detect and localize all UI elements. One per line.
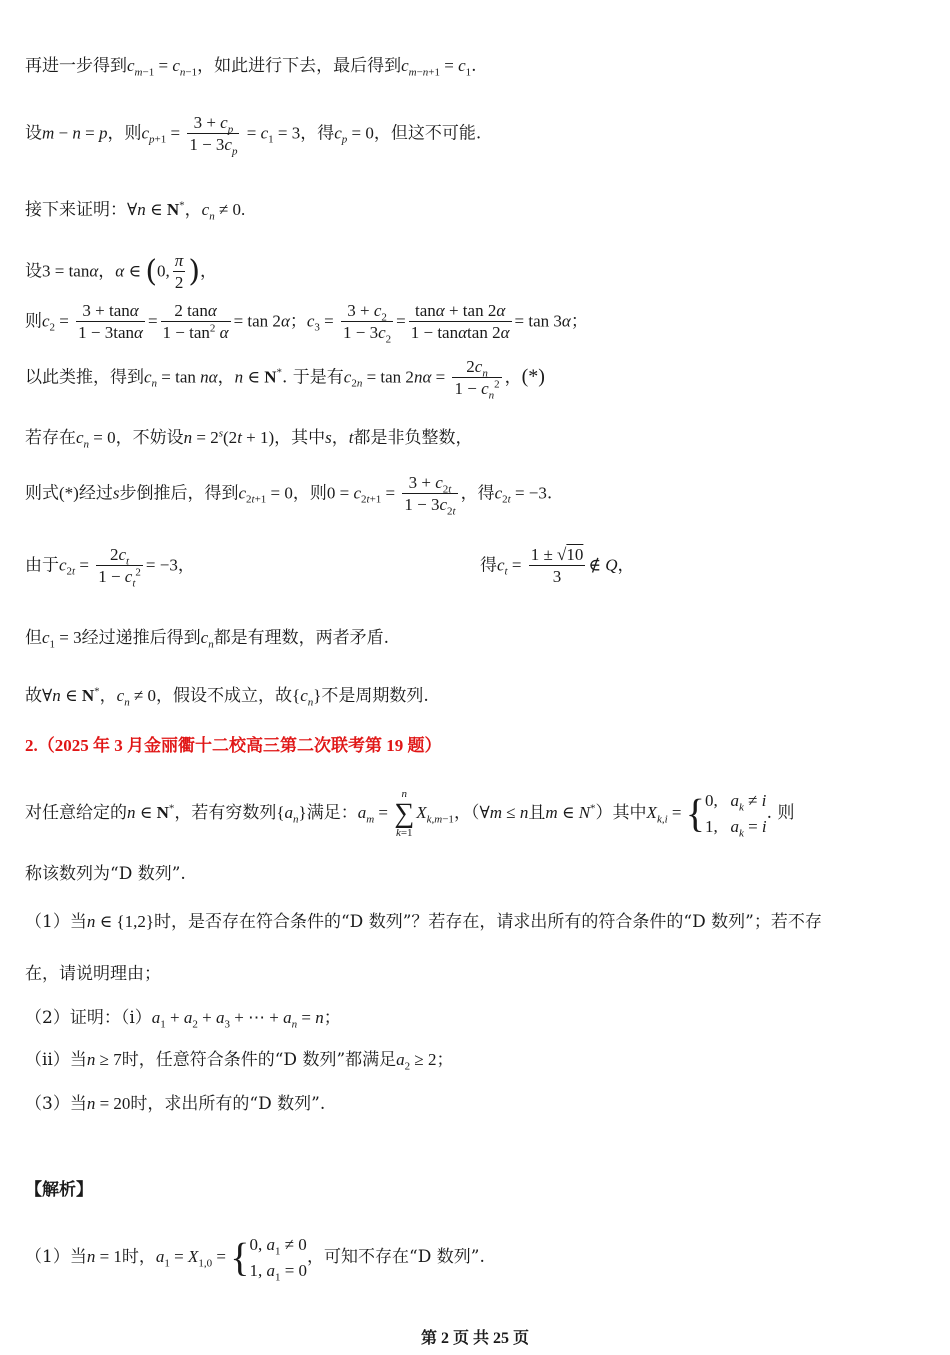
text: 再进一步得到 [25,56,127,76]
text: ， [331,428,349,448]
text-line-7: 若存在$c_n = 0$，不妨设$n = 2^s(2t + 1)$，其中s，t都是非负整数， [25,427,473,451]
text-line-3: 接下来证明：∀n ∈ N*，$c_n \ne 0$. [25,199,246,223]
text: 对任意给定的 [25,803,127,823]
text: ， [99,686,117,706]
question-3: （3）当n = 20时，求出所有的“D 数列”. [25,1094,326,1114]
question-2-i: （2）证明：$(i)a_1 + a_2 + a_3$ + ⋯ + $a_n = n$； [25,1008,341,1031]
fraction: $\frac{2 \tan\alpha}{1 - \tan^2 \alpha}$ [162,301,229,343]
text: . 于是有 [281,367,344,388]
text: ； [570,311,588,332]
question-1: （1）当n ∈ {1,2}时，是否存在符合条件的“D 数列”？若存在，请求出所有的符合条件的“D 数列”；若不存 [25,912,822,932]
problem-stem-line2: 称该数列为“D 数列”. [25,864,186,884]
text: ； [323,1008,341,1028]
text-line-2: 设m − n = p，则$c_{p+1}$ = $\frac{3 + c_p}{1 - 3c_p}$ = $c_1 = 3$，得$c_p = 0$，但这不可能. [25,113,482,158]
text: 经过递推后得到 [81,628,201,648]
text-line-6: 以此类推，得到$c_n = \tan n\alpha$，n ∈ N*. 于是有$c_{2n} = \tan 2n\alpha$ = $\frac{2c_n}{1 - c_n^2}$ ，(*) [25,357,545,402]
fraction: $\frac{2c_n}{1 - c_n^2}$ [454,357,500,402]
text: （3）当 [25,1094,87,1114]
text: （1）当 [25,912,87,932]
fraction: $\frac{3 + c_2}{1 - 3c_2}$ [343,301,392,346]
text-line-11: 故∀n ∈ N*，$c_n \ne 0$，假设不成立，故$\{c_n\}$不是周期数列. [25,685,429,709]
fraction: $\frac{1 \pm √10}{3}$ [530,545,584,587]
text: ，可知不存在“D 数列”. [307,1247,485,1267]
text: 步倒推后，得到 [119,483,239,504]
text: ，（ [453,803,480,823]
text: ， [217,367,235,388]
text: 都是非负整数， [353,428,473,448]
text-line-4: 设3 = tanα，α ∈ (0, $\frac{\pi}{2}$ )， [25,251,218,293]
fraction: $\frac{3 + c_{2t}}{1 - 3c_{2t}}$ [404,473,456,518]
fraction: $\frac{\pi}{2}$ [174,251,184,293]
text-line-5: 则$c_2$ = $\frac{3 + \tan\alpha}{1 - 3\tan\alpha}$ = $\frac{2 \tan\alpha}{1 - \tan^2 \alpha}$ = tan 2α；$c_3$ = $\frac{3 + c_2}{1 - 3c_2}$ = $\frac{\tan\alpha + \tan 2\alpha}{1 - \tan\alpha\tan 2\alpha}$ = tan 3α； [25,301,588,346]
text: ，其中 [274,428,326,448]
text: 由于 [25,555,59,576]
text: ，则 [107,123,142,144]
text: ， [617,555,635,576]
text: ； [289,311,307,332]
question-1-line2: 在，请说明理由； [25,964,161,984]
text: 时，是否存在符合条件的“D 数列”？若存在，请求出所有的符合条件的“D 数列”；若不存 [153,912,822,932]
text: 时，求出所有的“D 数列”. [130,1094,326,1114]
text: 设 [25,261,42,282]
fraction: $\frac{\tan\alpha + \tan 2\alpha}{1 - \tan\alpha\tan 2\alpha}$ [410,301,510,343]
fraction: $\frac{3 + \tan\alpha}{1 - 3\tan\alpha}$ [78,301,143,343]
text: 若存在 [25,428,76,448]
text-line-9: 由于$c_{2t}$ = $\frac{2c_t}{1 - c_t^2}$ = −3， [25,545,195,590]
text: 以此类推，得到 [25,367,144,388]
text: 接下来证明： [25,200,127,220]
text: 经过 [78,483,113,504]
question-2-ii: （ii）当n ≥ 7时，任意符合条件的“D 数列”都满足$a_2 \ge 2$； [25,1050,454,1073]
text-line-9-right: 得$c_t$ = $\frac{1 \pm √10}{3}$ ∉ Q， [480,545,635,587]
summation: n ∑ k=1 [394,787,415,839]
text: ，则 [292,483,327,504]
text: . 则 [766,803,795,823]
text: 则 [25,311,42,332]
text: 设 [25,123,42,144]
text: ， [184,200,202,220]
text: . [546,483,553,504]
solution-1: （1）当n = 1时，$a_1 = X_{1,0}$ = { 0, $a_1 \ne 0$ 1, $a_1 = 0$ ，可知不存在“D 数列”. [25,1232,485,1283]
text: ， [98,261,116,282]
text: 都是有理数，两者矛盾. [213,628,390,648]
text: ，但这不可能. [373,123,482,144]
text: ，得 [300,123,335,144]
text: 且 [528,803,546,823]
text-line-8: 则式(*)经过s步倒推后，得到$c_{2t+1} = 0$，则$0 = c_{2t+1}$ = $\frac{3 + c_{2t}}{1 - 3c_{2t}}$ ，得$c_{2t} = -3$. [25,473,553,518]
text: ）其中 [595,803,647,823]
text: ，不妨设 [115,428,184,448]
text: （ii）当 [25,1050,87,1070]
text: ，如此进行下去，最后得到 [197,56,402,76]
text: （1）当 [25,1247,87,1267]
piecewise: 0, $a_k \ne i$ 1, $a_k = i$ [704,791,767,839]
piecewise: 0, $a_1 \ne 0$ 1, $a_1 = 0$ [249,1235,308,1283]
text: ，假设不成立，故 [156,686,293,706]
text: 则式 [25,483,59,504]
text: 不是周期数列. [321,686,429,706]
text: ，得 [460,483,495,504]
text: 满足： [306,803,358,823]
problem-stem: 对任意给定的n ∈ N*，若有穷数列$\{a_n\}$满足：$a_m$ = n ∑ k=1 $X_{k,m-1}$，（∀m ≤ n且m ∈ N*）其中$X_{k,i}$ = { 0, $a_k \ne i$ 1, $a_k = i$ . 则 [25,787,795,839]
text: ， [504,367,522,388]
fraction: $\frac{3 + c_p}{1 - 3c_p}$ [189,113,238,158]
text: （2）证明：（i） [25,1008,152,1028]
text: 时， [121,1247,156,1267]
text: . [471,56,477,76]
problem-heading: 2.（2025 年 3 月金丽衢十二校高三第二次联考第 19 题） [25,736,442,755]
text: 故 [25,686,42,706]
text: ，若有穷数列 [174,803,277,823]
text-line-10: 但$c_1 = 3$经过递推后得到$c_n$都是有理数，两者矛盾. [25,628,390,651]
solution-heading: 【解析】 [25,1180,93,1200]
text: ， [177,555,195,576]
text: 得 [480,555,497,576]
text: 时，任意符合条件的“D 数列”都满足 [121,1050,397,1070]
page-footer: 第 2 页 共 25 页 [420,1330,529,1347]
text: 但 [25,628,42,648]
text-line-1: 再进一步得到$c_{m-1} = c_{n-1}$，如此进行下去，最后得到$c_{m-n+1} = c_1$. [25,56,477,79]
text: ； [436,1050,454,1070]
fraction: $\frac{2c_t}{1 - c_t^2}$ [98,545,141,590]
